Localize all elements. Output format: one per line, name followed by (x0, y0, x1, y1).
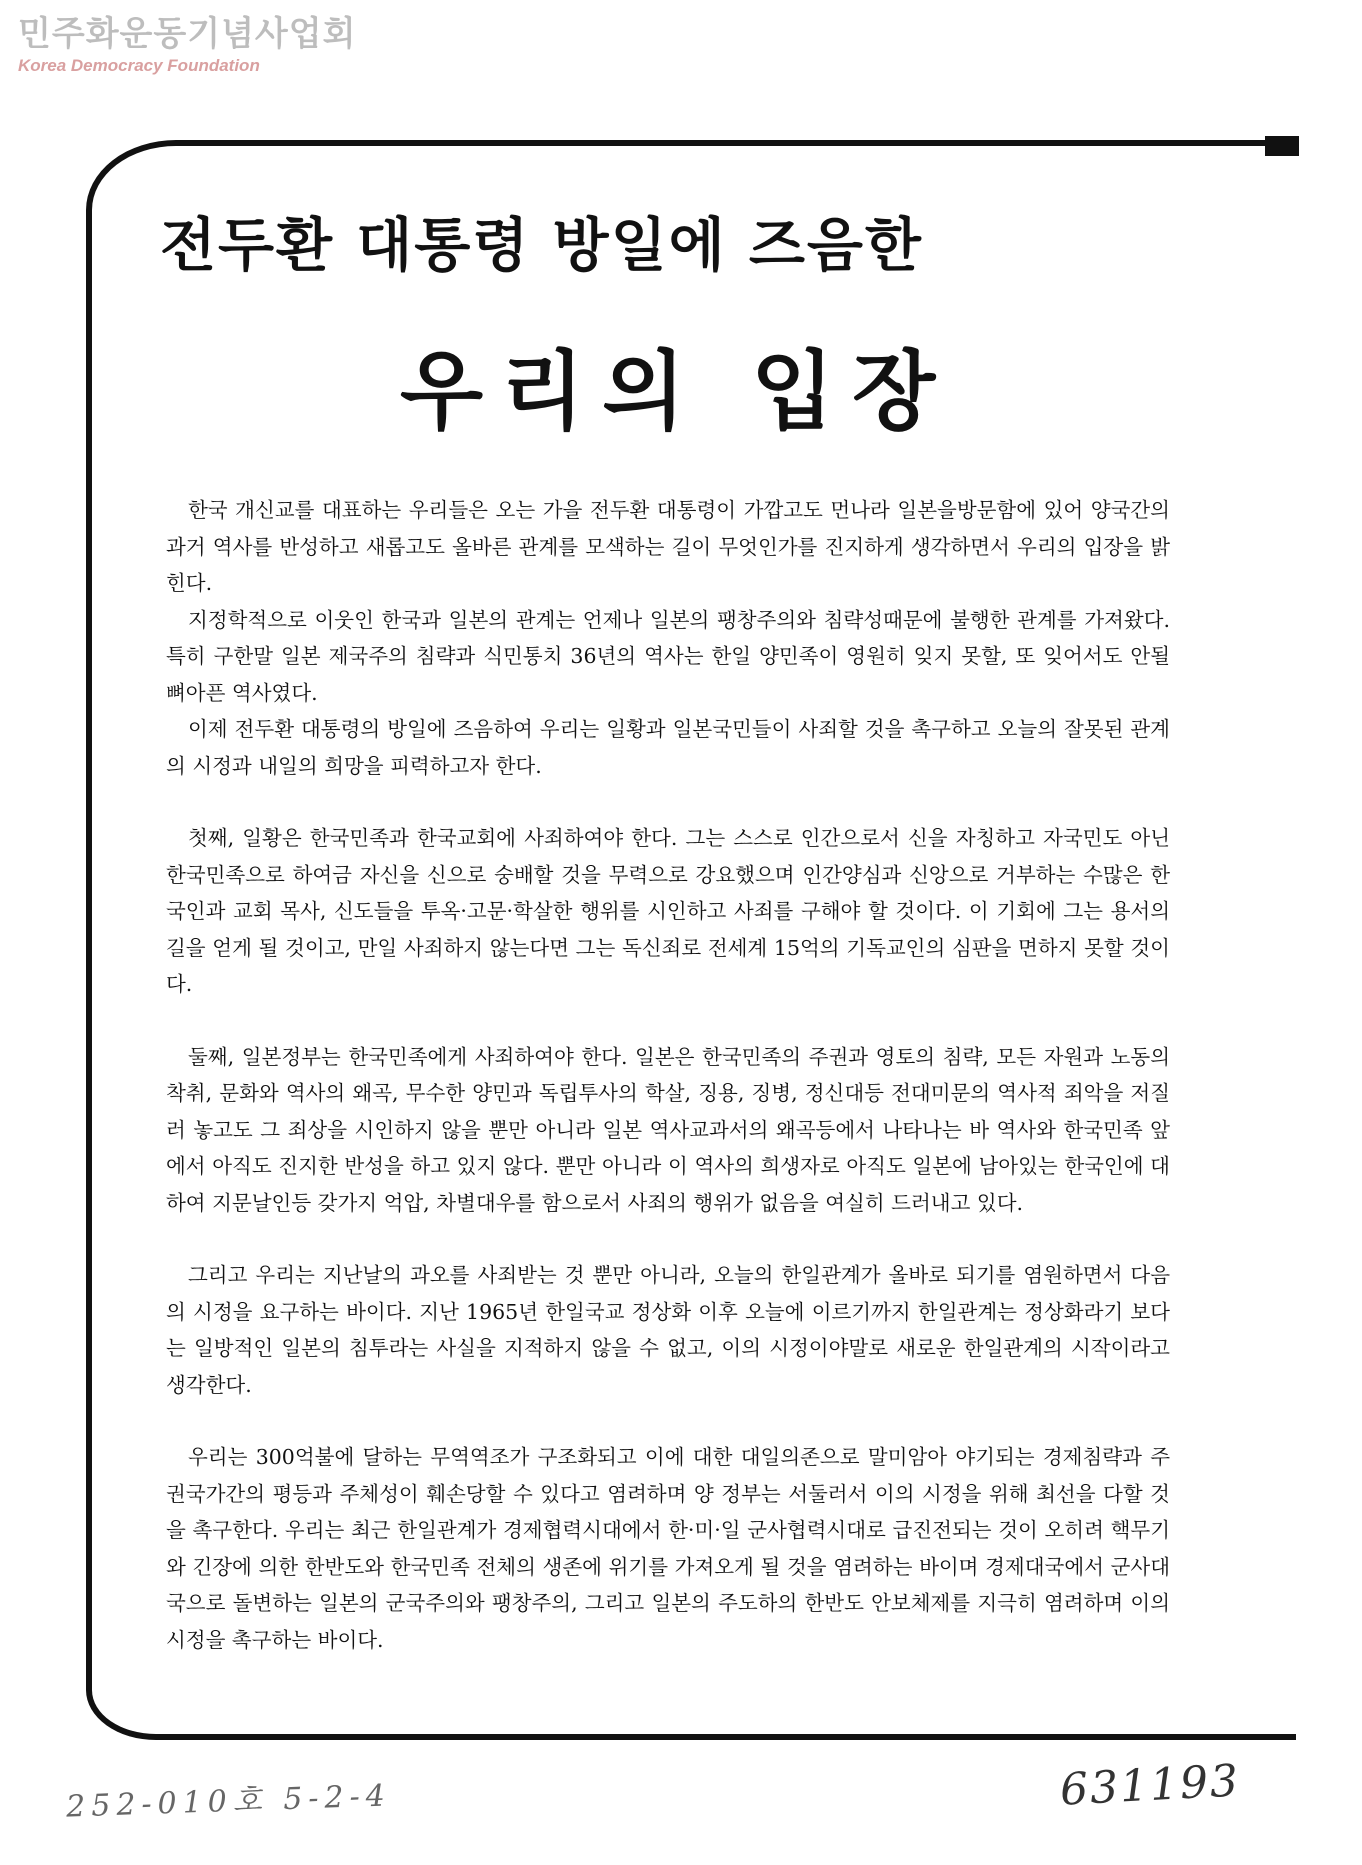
logo-english-text: Korea Democracy Foundation (18, 56, 260, 75)
foundation-logo (18, 14, 356, 76)
paragraph-history: 지정학적으로 이웃인 한국과 일본의 관계는 언제나 일본의 팽창주의와 침략성때문에 불행한 관계를 가져왔다. 특히 구한말 일본 제국주의 침략과 식민통치 36년의 역사는 한일 양민족이 영원히 잊지 못할, 또 잊어서도 안될 뼈아픈 역사였다. (166, 607, 1170, 705)
frame-corner-mark (1265, 136, 1299, 156)
title-line-1: 전두환 대통령 방일에 즈음한 (160, 211, 923, 279)
paragraph-second-demand: 둘째, 일본정부는 한국민족에게 사죄하여야 한다. 일본은 한국민족의 주권과 영토의 침략, 모든 자원과 노동의 착취, 문화와 역사의 왜곡, 무수한 양민과 독립투사의 학살, 징용, 징병, 정신대등 전대미문의 역사적 죄악을 저질러 놓고도 그 죄상을 시인하지 않을 뿐만 아니라 일본 역사교과서의 왜곡등에서 나타나는 바 역사와 한국민족 앞에서 아직도 진지한 반성을 하고 있지 않다. 뿐만 아니라 이 역사의 희생자로 아직도 일본에 남아있는 한국인에 대하여 지문날인등 갖가지 억압, 차별대우를 함으로서 사죄의 행위가 없음을 여실히 드러내고 있다. (166, 1044, 1170, 1215)
handwritten-note-right: 631193 (1058, 1755, 1242, 1816)
paragraph-intro: 한국 개신교를 대표하는 우리들은 오는 가을 전두환 대통령이 가깝고도 먼나라 일본을방문함에 있어 양국간의 과거 역사를 반성하고 새롭고도 올바른 관계를 모색하는 길이 무엇인가를 진지하게 생각하면서 우리의 입장을 밝힌다. (166, 498, 1170, 595)
paragraph-first-demand: 첫째, 일황은 한국민족과 한국교회에 사죄하여야 한다. 그는 스스로 인간으로서 신을 자칭하고 자국민도 아닌 한국민족으로 하여금 자신을 신으로 숭배할 것을 무력으로 강요했으며 인간양심과 신앙으로 거부하는 수많은 한국인과 교회 목사, 신도들을 투옥·고문·학살한 행위를 시인하고 사죄를 구해야 할 것이다. 이 기회에 그는 용서의 길을 얻게 될 것이고, 만일 사죄하지 않는다면 그는 독신죄로 전세계 15억의 기독교인의 심판을 면하지 못할 것이다. (166, 826, 1170, 996)
paragraph-trade: 우리는 300억불에 달하는 무역역조가 구조화되고 이에 대한 대일의존으로 말미암아 야기되는 경제침략과 주권국가간의 평등과 주체성이 훼손당할 수 있다고 염려하며 양 정부는 서둘러서 이의 시정을 위해 최선을 다할 것을 촉구한다. 우리는 최근 한일관계가 경제협력시대에서 한·미·일 군사협력시대로 급진전되는 것이 오히려 핵무기와 긴장에 의한 한반도와 한국민족 전체의 생존에 위기를 가져오게 될 것을 염려하는 바이며 경제대국에서 군사대국으로 돌변하는 일본의 군국주의와 팽창주의, 그리고 일본의 주도하의 한반도 안보체제를 지극히 염려하며 이의 시정을 촉구하는 바이다. (166, 1445, 1170, 1652)
handwritten-note-left: 252-010호 5-2-4 (65, 1778, 392, 1825)
paragraph-correction: 그리고 우리는 지난날의 과오를 사죄받는 것 뿐만 아니라, 오늘의 한일관계가 올바로 되기를 염원하면서 다음의 시정을 요구하는 바이다. 지난 1965년 한일국교 정상화 이후 오늘에 이르기까지 한일관계는 정상화라기 보다는 일방적인 일본의 침투라는 사실을 지적하지 않을 수 없고, 이의 시정이야말로 새로운 한일관계의 시작이라고 생각한다. (166, 1263, 1170, 1397)
paragraph-purpose: 이제 전두환 대통령의 방일에 즈음하여 우리는 일황과 일본국민들이 사죄할 것을 촉구하고 오늘의 잘못된 관계의 시정과 내일의 희망을 피력하고자 한다. (166, 717, 1170, 778)
title-line-2: 우리의 입장 (400, 342, 954, 442)
document-body (166, 492, 1170, 1658)
logo-korean-text: 민주화운동기념사업회 (18, 14, 357, 54)
